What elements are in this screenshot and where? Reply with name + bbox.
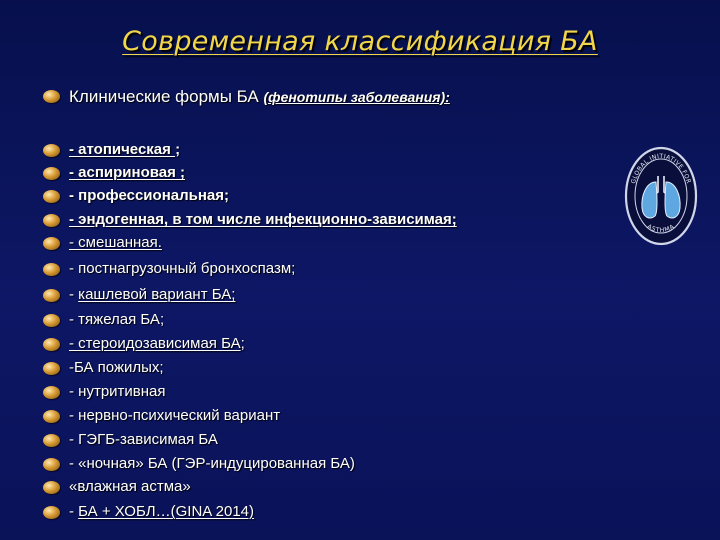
gina-logo xyxy=(624,146,698,246)
bullet-icon xyxy=(43,434,60,447)
heading-subtitle: (фенотипы заболевания): xyxy=(263,89,450,105)
list-item: - «ночная» БА (ГЭР-индуцированная БА) xyxy=(69,455,355,472)
bullet-icon xyxy=(43,289,60,302)
bullet-icon xyxy=(43,362,60,375)
bullet-icon xyxy=(43,458,60,471)
list-item: - профессиональная; xyxy=(69,187,229,204)
heading-main: Клинические формы БА xyxy=(69,87,259,106)
bullet-icon xyxy=(43,410,60,423)
list-item: - эндогенная, в том числе инфекционно-зависимая; xyxy=(69,211,457,228)
list-item: - атопическая ; xyxy=(69,141,181,158)
list-item: -БА пожилых; xyxy=(69,359,164,376)
bullet-icon xyxy=(43,190,60,203)
list-item: - нервно-психический вариант xyxy=(69,407,281,424)
bullet-icon xyxy=(43,144,60,157)
bullet-icon xyxy=(43,214,60,227)
bullet-icon xyxy=(43,506,60,519)
list-item: - аспириновая ; xyxy=(69,164,186,181)
list-item: - смешанная. xyxy=(69,234,162,251)
bullet-icon xyxy=(43,386,60,399)
list-item: - тяжелая БА; xyxy=(69,311,165,328)
list-item: «влажная астма» xyxy=(69,478,191,495)
list-item: - ГЭГБ-зависимая БА xyxy=(69,431,218,448)
list-item: - стероидозависимая БА; xyxy=(69,335,245,352)
bullet-icon xyxy=(43,338,60,351)
slide-title: Современная классификация БА xyxy=(122,26,598,57)
bullet-icon xyxy=(43,263,60,276)
bullet-icon xyxy=(43,481,60,494)
bullet-icon xyxy=(43,314,60,327)
list-item: - нутритивная xyxy=(69,383,166,400)
classification-heading xyxy=(69,87,450,107)
bullet-icon xyxy=(43,90,60,103)
bullet-icon xyxy=(43,167,60,180)
list-item: - кашлевой вариант БА; xyxy=(69,286,236,303)
logo-bottom-text: ASTHMA xyxy=(645,223,677,235)
logo-top-text: GLOBAL INITIATIVE FOR xyxy=(629,152,693,185)
bullet-icon xyxy=(43,237,60,250)
list-item: - БА + ХОБЛ…(GINA 2014) xyxy=(69,503,255,520)
list-item: - постнагрузочный бронхоспазм; xyxy=(69,260,296,277)
